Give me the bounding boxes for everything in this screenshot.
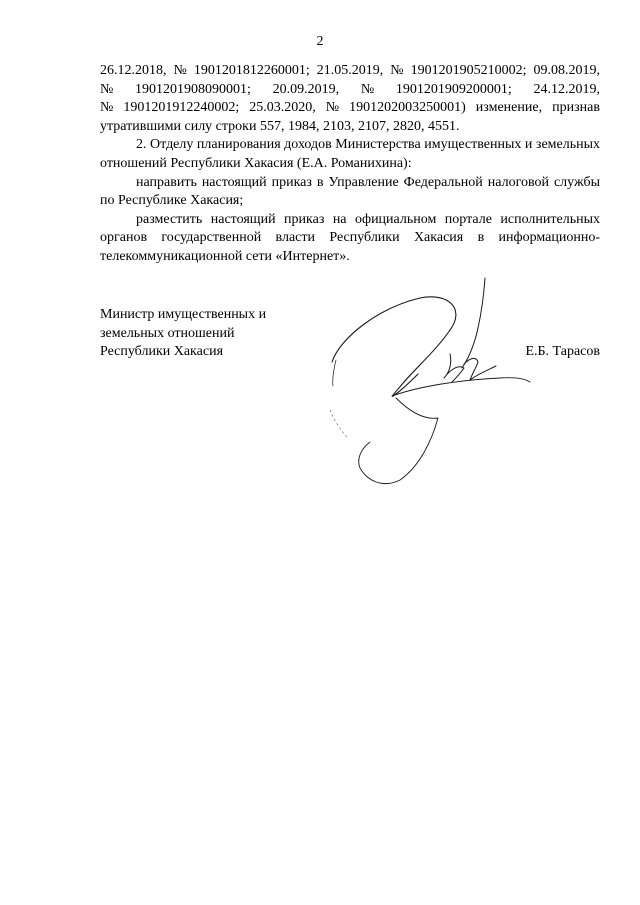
signatory-title-line: земельных отношений	[100, 325, 235, 341]
text-token: №	[390, 63, 404, 78]
text-token: 24.12.2019,	[533, 81, 600, 97]
signatory-name: Е.Б. Тарасов	[525, 344, 600, 359]
signatory-title-line: Министр имущественных и	[100, 307, 267, 322]
text-token: №	[325, 100, 340, 116]
text-line-4: утратившими силу строки 557, 1984, 2103, 2107, 2820, 4551.	[100, 118, 460, 134]
text-token: 1901201912240002;	[123, 100, 240, 116]
paragraph-item-2-b: разместить настоящий приказ на официальном портале исполнительных органов государственной власти Республики Хакасия в информационно-телекоммуникационной сети «Интернет».	[100, 211, 600, 264]
text-token: 21.05.2019,	[316, 63, 384, 78]
text-token: №	[100, 81, 114, 97]
text-token: 1901202003250001)	[349, 100, 466, 116]
text-line-1	[100, 62, 600, 81]
text-line-2	[100, 81, 600, 100]
text-token: №	[173, 63, 187, 78]
text-token: 1901201905210002;	[410, 63, 527, 78]
text-token: №	[360, 81, 375, 97]
paragraph-item-2-a: направить настоящий приказ в Управление Федеральной налоговой службы по Республике Хакасия;	[100, 174, 600, 209]
text-token: 20.09.2019,	[272, 81, 340, 97]
paragraph-item-2: 2. Отделу планирования доходов Министерства имущественных и земельных отношений Республики Хакасия (Е.А. Романихина):	[100, 137, 600, 171]
text-token: 09.08.2019,	[533, 63, 600, 78]
text-token: 1901201908090001;	[135, 81, 251, 97]
signatory-title	[100, 306, 266, 362]
text-token: 1901201812260001;	[193, 63, 310, 78]
text-token: 25.03.2020,	[249, 100, 316, 116]
page-number: 2	[316, 34, 324, 49]
text-token: №	[100, 100, 114, 116]
text-token: изменение,	[475, 100, 543, 116]
handwritten-signature	[300, 270, 540, 495]
text-token: признав	[552, 100, 600, 116]
document-body	[100, 62, 600, 267]
text-line-3	[100, 99, 600, 118]
signatory-title-line: Республики Хакасия	[100, 344, 224, 359]
text-token: 26.12.2018,	[100, 63, 167, 78]
text-token: 1901201909200001;	[395, 81, 512, 97]
